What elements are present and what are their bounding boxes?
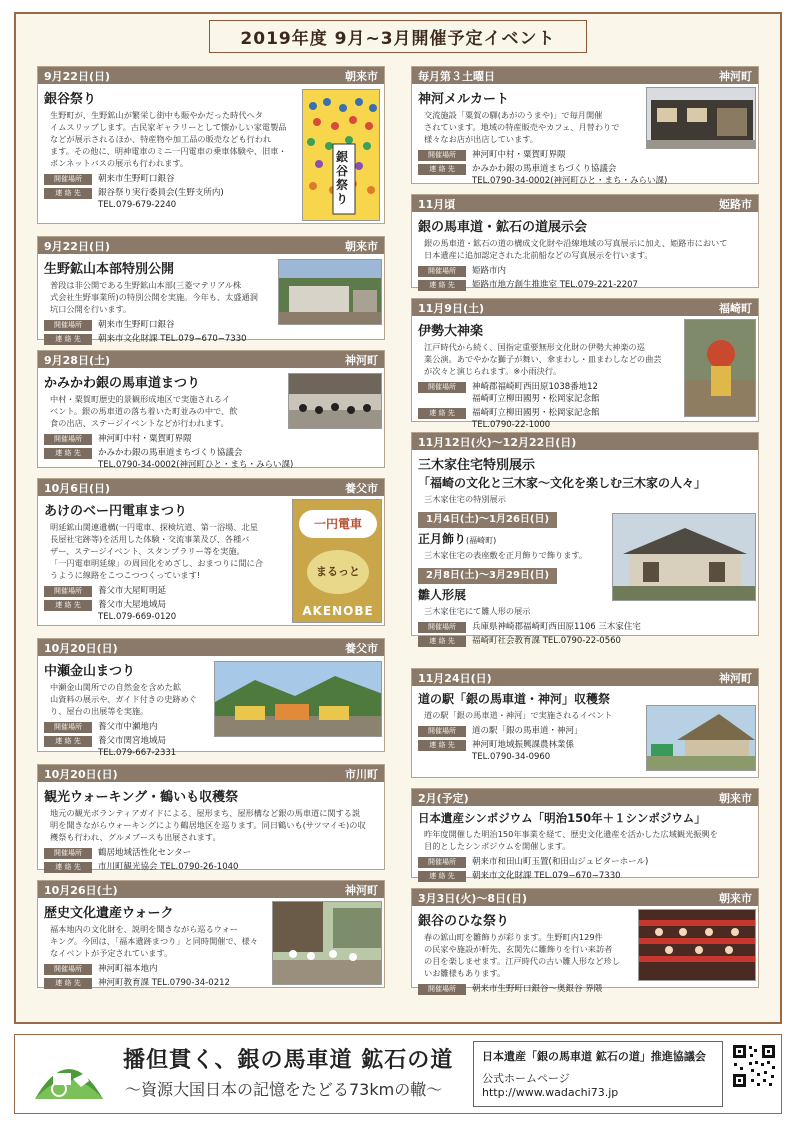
contact-row: 連 絡 先 朝来市文化財課 TEL.079−670−7330 [38, 333, 384, 345]
event-card-ikuno-mine: 9月22日(日) 朝来市 生野鉱山本部特別公開 普段は非公開である生野鉱山本部(三菱マテリアル株 式会社生野事業所)の特別公開を実施。今年も、太盛通洞 坑口公開を行います。 開催場所 朝来市生野町口銀谷 連 絡 先 朝来市文化財課 TEL.079−670−7330 [37, 236, 385, 340]
event-city: 朝来市 [345, 69, 378, 83]
venue-row: 開催場所 朝来市生野町口銀谷 [38, 319, 384, 331]
sub-event-date: 1月4日(土)～1月26日(日) [418, 512, 557, 528]
mountain-tents-photo [214, 661, 382, 737]
lion-dance-photo [684, 319, 756, 417]
contact-row: 連 絡 先 銀谷祭り実行委員会(生野支所内) TEL.079-679-2240 [38, 187, 384, 211]
event-card-miki-house: 11月12日(火)～12月22日(日) 三木家住宅特別展示 「福崎の文化と三木家～文化を楽しむ三木家の人々」 三木家住宅の特別展示 1月4日(土)～1月26日(日) 正月飾り(福崎町) 三木家住宅の表座敷を正月飾りで飾ります。 2月8日(土)～3月29日(日) 雛人形展 三木家住宅にて雛人形の展示 開催場所 兵庫県神崎郡福崎町西田原1106 三木家住宅 連 絡 先 福崎町社会教育課 TEL.0790-22-0560 [411, 432, 759, 636]
venue-row: 開催場所 神河町中村・粟賀町界隈 [38, 433, 384, 445]
venue-row: 開催場所 鶴居地域活性化センター [38, 847, 384, 859]
footer-info-box [473, 1041, 723, 1107]
street-crowd-photo [288, 373, 382, 429]
event-card-akenobe: 10月6日(日) 養父市 あけのベー円電車まつり 明延鉱山関連遺構(一円電車、探検坑道、第一浴場、北星 長屋社宅跡等)を活用した体験・交流事業及び、各種バ ザー、ステージイベント、スタンプラリー等を実施。 「一円電車明延線」の周回化をめざし、おまつりに間に合 うように線路をこつこつつくっています! 開催場所 養父市大屋町明延 連 絡 先 養父市大屋地域局 TEL.079-669-0120 一円電車 まるっと AKENOBE [37, 478, 385, 626]
contact-row: 連 絡 先 養父市関宮地域局 TEL.079-667-2331 [38, 735, 384, 759]
event-description: 中瀬金山関所での自然金を含めた鉱 山資料の展示や、ガイド付きの史跡めぐ り、屋台の出展等を実施。 [50, 682, 197, 716]
event-title: 神河メルカート [418, 92, 510, 107]
event-card-ginya-festival [37, 66, 385, 224]
contact-row: 連 絡 先 市川町観光協会 TEL.0790-26-1040 [38, 861, 384, 873]
event-description: 地元の観光ボランティアガイドによる、屋形まち、屋形構など銀の馬車道に関する説 明を聞きながらウォーキングにより鶴居地区を巡ります。同日鶴いも(サツマイモ)の収 穫祭も行われ、グルメブースも出展されます。 [50, 808, 366, 842]
event-description: 交流施設「粟賀の驛(あがのうまや)」で毎月開催 されています。地域の特産販売やカフェ、月替わりで 様々なお店が出店しています。 [424, 110, 620, 144]
thatched-roof-photo [646, 705, 756, 771]
footer-subtitle: ～資源大国日本の記憶をたどる73kmの轍～ [125, 1080, 443, 1099]
event-description: 中村・粟賀町歴史的景観形成地区で実施されるイ ベント。銀の馬車道の落ち着いた町並みの中で、飲 食の出店、ステージイベントなどが行われます。 [50, 394, 238, 428]
contact-row: 連 絡 先 神河町地域振興課農林業係 TEL.0790-34-0960 [412, 739, 758, 763]
akenobe-poster-image [292, 499, 382, 623]
event-card-tsurui-walking: 10月20日(日) 市川町 観光ウォーキング・鶴いも収穫祭 地元の観光ボランティアガイドによる、屋形まち、屋形構など銀の馬車道に関する説 明を聞きながらウォーキングにより鶴居地区を巡ります。同日鶴いも(サツマイモ)の収 穫祭も行われ、グルメブースも出展されます。 開催場所 鶴居地域活性化センター 連 絡 先 市川町観光協会 TEL.0790-26-1040 [37, 764, 385, 870]
contact-row: 連 絡 先 福崎町立柳田國男・松岡家記念館 TEL.0790-22-1000 [412, 407, 758, 431]
venue-row: 開催場所 道の駅「銀の馬車道・神河」 [412, 725, 758, 737]
org-name: 日本遺産「銀の馬車道 鉱石の道」推進協議会 [482, 1050, 706, 1063]
event-title: 日本遺産シンポジウム「明治150年＋１シンポジウム」 [418, 811, 706, 825]
qr-code-icon[interactable] [731, 1043, 777, 1089]
event-card-nakase: 10月20日(日) 養父市 中瀬金山まつり 中瀬金山関所での自然金を含めた鉱 山資料の展示や、ガイド付きの史跡めぐ り、屋台の出展等を実施。 開催場所 養父市中瀬地内 連 絡 先 養父市関宮地域局 TEL.079-667-2331 [37, 638, 385, 752]
venue-row: 開催場所 姫路市内 [412, 265, 758, 277]
event-title: 生野鉱山本部特別公開 [44, 262, 175, 277]
poster-title: 銀谷 祭り [336, 150, 349, 206]
event-description: 三木家住宅の特別展示 [424, 494, 506, 504]
venue-row: 開催場所 朝来市生野町口銀谷～奥銀谷 界隈 [412, 983, 758, 995]
venue-row: 開催場所 神河町福本地内 [38, 963, 384, 975]
venue-row: 開催場所 朝来市生野町口銀谷 [38, 173, 384, 185]
venue-row: 開催場所 養父市大屋町明延 [38, 585, 384, 597]
sub-event-description: 三木家住宅の表座敷を正月飾りで飾ります。 [424, 550, 588, 560]
townhouse-photo [646, 87, 756, 149]
event-title: 中瀬金山まつり [44, 664, 136, 679]
venue-row: 開催場所 神河町中村・粟賀町界隈 [412, 149, 758, 161]
event-title: 銀谷のひな祭り [418, 914, 510, 929]
contact-row: 連 絡 先 朝来市文化財課 TEL.079−670−7330 [412, 870, 758, 882]
website-row: 公式ホームページ http://www.wadachi73.jp [482, 1072, 619, 1099]
sub-event-description: 三木家住宅にて雛人形の展示 [424, 606, 531, 616]
event-title: あけのベー円電車まつり [44, 504, 188, 519]
venue-row: 開催場所 兵庫県神崎郡福崎町西田原1106 三木家住宅 [412, 621, 758, 633]
venue-row: 開催場所 養父市中瀬地内 [38, 721, 384, 733]
footer [14, 1034, 782, 1114]
mine-building-photo [278, 259, 382, 325]
event-description: 春の鉱山町を雛飾りが彩ります。生野町内129件 の民家や施設が軒先、玄関先に雛飾りを行い来訪者 の目を楽しませます。江戸時代の古い雛人形など珍し いお雛様もあります。 [424, 932, 620, 978]
event-title: 歴史文化遺産ウォーク [44, 906, 174, 921]
contact-row: 連 絡 先 姫路市地方創生推進室 TEL.079-221-2207 [412, 279, 758, 291]
website-link[interactable]: http://www.wadachi73.jp [482, 1086, 619, 1099]
contact-row: 連 絡 先 かみかわ銀の馬車道まちづくり協議会 TEL.0790-34-0002(神河町ひと・まち・みらい課) [38, 447, 384, 471]
footer-main-title: 播但貫く、銀の馬車道 鉱石の道 [123, 1048, 454, 1073]
event-description: 普段は非公開である生野鉱山本部(三菱マテリアル株 式会社生野事業所)の特別公開を実施。今年も、太盛通洞 坑口公開を行います。 [50, 280, 258, 314]
akenobe-logo-text: AKENOBE [302, 604, 374, 618]
sub-event-title: 雛人形展 [418, 588, 467, 602]
event-card-kamikawa-festival: 9月28日(土) 神河町 かみかわ銀の馬車道まつり 中村・粟賀町歴史的景観形成地区で実施されるイ ベント。銀の馬車道の落ち着いた町並みの中で、飲 食の出店、ステージイベントなどが行われます。 開催場所 神河町中村・粟賀町界隈 連 絡 先 かみかわ銀の馬車道まちづくり協議会 TEL.0790-34-0002(神河町ひと・まち・みらい課) [37, 350, 385, 468]
event-description: 道の駅「銀の馬車道・神河」で実施されるイベント [424, 710, 613, 720]
contact-row: 連 絡 先 養父市大屋地域局 TEL.079-669-0120 [38, 599, 384, 623]
sub-event-title: 正月飾り(福崎町) [418, 532, 497, 546]
event-description: 生野町が、生野鉱山が繁栄し街中も賑やかだった時代へタ イムスリップします。古民家ギャラリーとして懐かしい家電製品 などが展示されるほか、特産物や加工品の販売なども行われ ます。その他に、明神電車のミニ一円電車の乗車体験や、旧車・ ボンネットバスの展示も行われます。 [50, 110, 287, 168]
event-card-symposium: 2月(予定) 朝来市 日本遺産シンポジウム「明治150年＋１シンポジウム」 昨年度開催した明治150年事業を経て、歴史文化遺産を活かした広域観光振興を 目的としたシンポジウムを開催します。 開催場所 朝来市和田山町玉置(和田山ジュピターホール) 連 絡 先 朝来市文化財課 TEL.079−670−7330 [411, 788, 759, 878]
event-card-exhibition: 11月頃 姫路市 銀の馬車道・鉱石の道展示会 銀の馬車道・鉱石の道の構成文化財や沿線地域の写真展示に加え、姫路市において 日本遺産に追加認定された北前船などの写真展示を行います。 開催場所 姫路市内 連 絡 先 姫路市地方創生推進室 TEL.079-221-2207 [411, 194, 759, 288]
event-title: 道の駅「銀の馬車道・神河」収穫祭 [418, 692, 611, 706]
event-description: 福本地内の文化財を、説明を聞きながら巡るウォー キング。今回は、「福本遺跡まつり」と同時開催で、様々 なイベントが予定されています。 [50, 924, 259, 958]
contact-row: 連 絡 先 福崎町社会教育課 TEL.0790-22-0560 [412, 635, 758, 647]
event-description: 明延鉱山関連遺構(一円電車、探検坑道、第一浴場、北星 長屋社宅跡等)を活用した体験・交流事業及び、各種バ ザー、ステージイベント、スタンプラリー等を実施。 「一円電車明延線」の周回化をめざし、おまつりに間に合 うように線路をこつこつつくっています! [50, 522, 263, 580]
contact-row: 連 絡 先 神河町教育課 TEL.0790-34-0212 [38, 977, 384, 989]
venue-row: 開催場所 神崎郡福崎町西田原1038番地12 福崎町立柳田國男・松岡家記念館 [412, 381, 758, 405]
event-card-hinamatsuri: 3月3日(火)～8日(日) 朝来市 銀谷のひな祭り 春の鉱山町を雛飾りが彩ります。生野町内129件 の民家や施設が軒先、玄関先に雛飾りを行い来訪者 の目を楽しませます。江戸時代の古い雛人形など珍し いお雛様もあります。 開催場所 朝来市生野町口銀谷～奥銀谷 界隈 [411, 888, 759, 988]
akenobe-circle: まるっと [307, 550, 369, 594]
page-title: 2019年度 9月~3月開催予定イベント [209, 20, 586, 53]
sub-event-date: 2月8日(土)～3月29日(日) [418, 568, 557, 584]
contact-row: 連 絡 先 かみかわ銀の馬車道まちづくり協議会 TEL.0790-34-0002(神河町ひと・まち・みらい課) [412, 163, 758, 187]
event-title: かみかわ銀の馬車道まつり [44, 376, 201, 391]
event-card-michinoeki: 11月24日(日) 神河町 道の駅「銀の馬車道・神河」収穫祭 道の駅「銀の馬車道・神河」で実施されるイベント 開催場所 道の駅「銀の馬車道・神河」 連 絡 先 神河町地域振興課農林業係 TEL.0790-34-0960 [411, 668, 759, 778]
event-title: 伊勢大神楽 [418, 324, 484, 339]
festival-poster-image [302, 89, 380, 221]
miki-house-photo [612, 513, 756, 601]
event-description: 昨年度開催した明治150年事業を経て、歴史文化遺産を活かした広域観光振興を 目的としたシンポジウムを開催します。 [424, 829, 718, 851]
event-title: 銀の馬車道・鉱石の道展示会 [418, 220, 588, 235]
event-subtitle: 「福崎の文化と三木家～文化を楽しむ三木家の人々」 [418, 476, 707, 490]
hina-dolls-photo [638, 909, 756, 981]
event-card-heritage-walk: 10月26日(土) 神河町 歴史文化遺産ウォーク 福本地内の文化財を、説明を聞きながら巡るウォー キング。今回は、「福本遺跡まつり」と同時開催で、様々 なイベントが予定されています。 開催場所 神河町福本地内 連 絡 先 神河町教育課 TEL.0790-34-0212 [37, 880, 385, 988]
event-title: 銀谷祭り [44, 92, 97, 107]
event-description: 江戸時代から続く、国指定重要無形文化財の伊勢大神楽の巡 業公演。あでやかな獅子が舞い、傘まわし・皿まわしなどの曲芸 が次々と演じられます。※小雨決行。 [424, 342, 662, 376]
event-title: 観光ウォーキング・鶴いも収穫祭 [44, 790, 239, 805]
event-card-ise-kagura: 11月9日(土) 福崎町 伊勢大神楽 江戸時代から続く、国指定重要無形文化財の伊勢大神楽の巡 業公演。あでやかな獅子が舞い、傘まわし・皿まわしなどの曲芸 が次々と演じられます。※小雨決行。 開催場所 神崎郡福崎町西田原1038番地12 福崎町立柳田國男・松岡家記念館 連 絡 先 福崎町立柳田國男・松岡家記念館 TEL.0790-22-1000 [411, 298, 759, 422]
horse-carriage-logo [29, 1043, 109, 1107]
walking-group-photo [272, 901, 382, 985]
akenobe-banner: 一円電車 [299, 510, 377, 538]
event-card-mercato: 毎月第３土曜日 神河町 神河メルカート 交流施設「粟賀の驛(あがのうまや)」で毎月開催 されています。地域の特産販売やカフェ、月替わりで 様々なお店が出店しています。 開催場所 神河町中村・粟賀町界隈 連 絡 先 かみかわ銀の馬車道まちづくり協議会 TEL.0790-34-0002(神河町ひと・まち・みらい課) [411, 66, 759, 184]
event-title: 三木家住宅特別展示 [418, 458, 536, 473]
event-date: 9月22日(日) [44, 69, 111, 83]
venue-row: 開催場所 朝来市和田山町玉置(和田山ジュピターホール) [412, 856, 758, 868]
event-description: 銀の馬車道・鉱石の道の構成文化財や沿線地域の写真展示に加え、姫路市において 日本遺産に追加認定された北前船などの写真展示を行います。 [424, 238, 728, 260]
